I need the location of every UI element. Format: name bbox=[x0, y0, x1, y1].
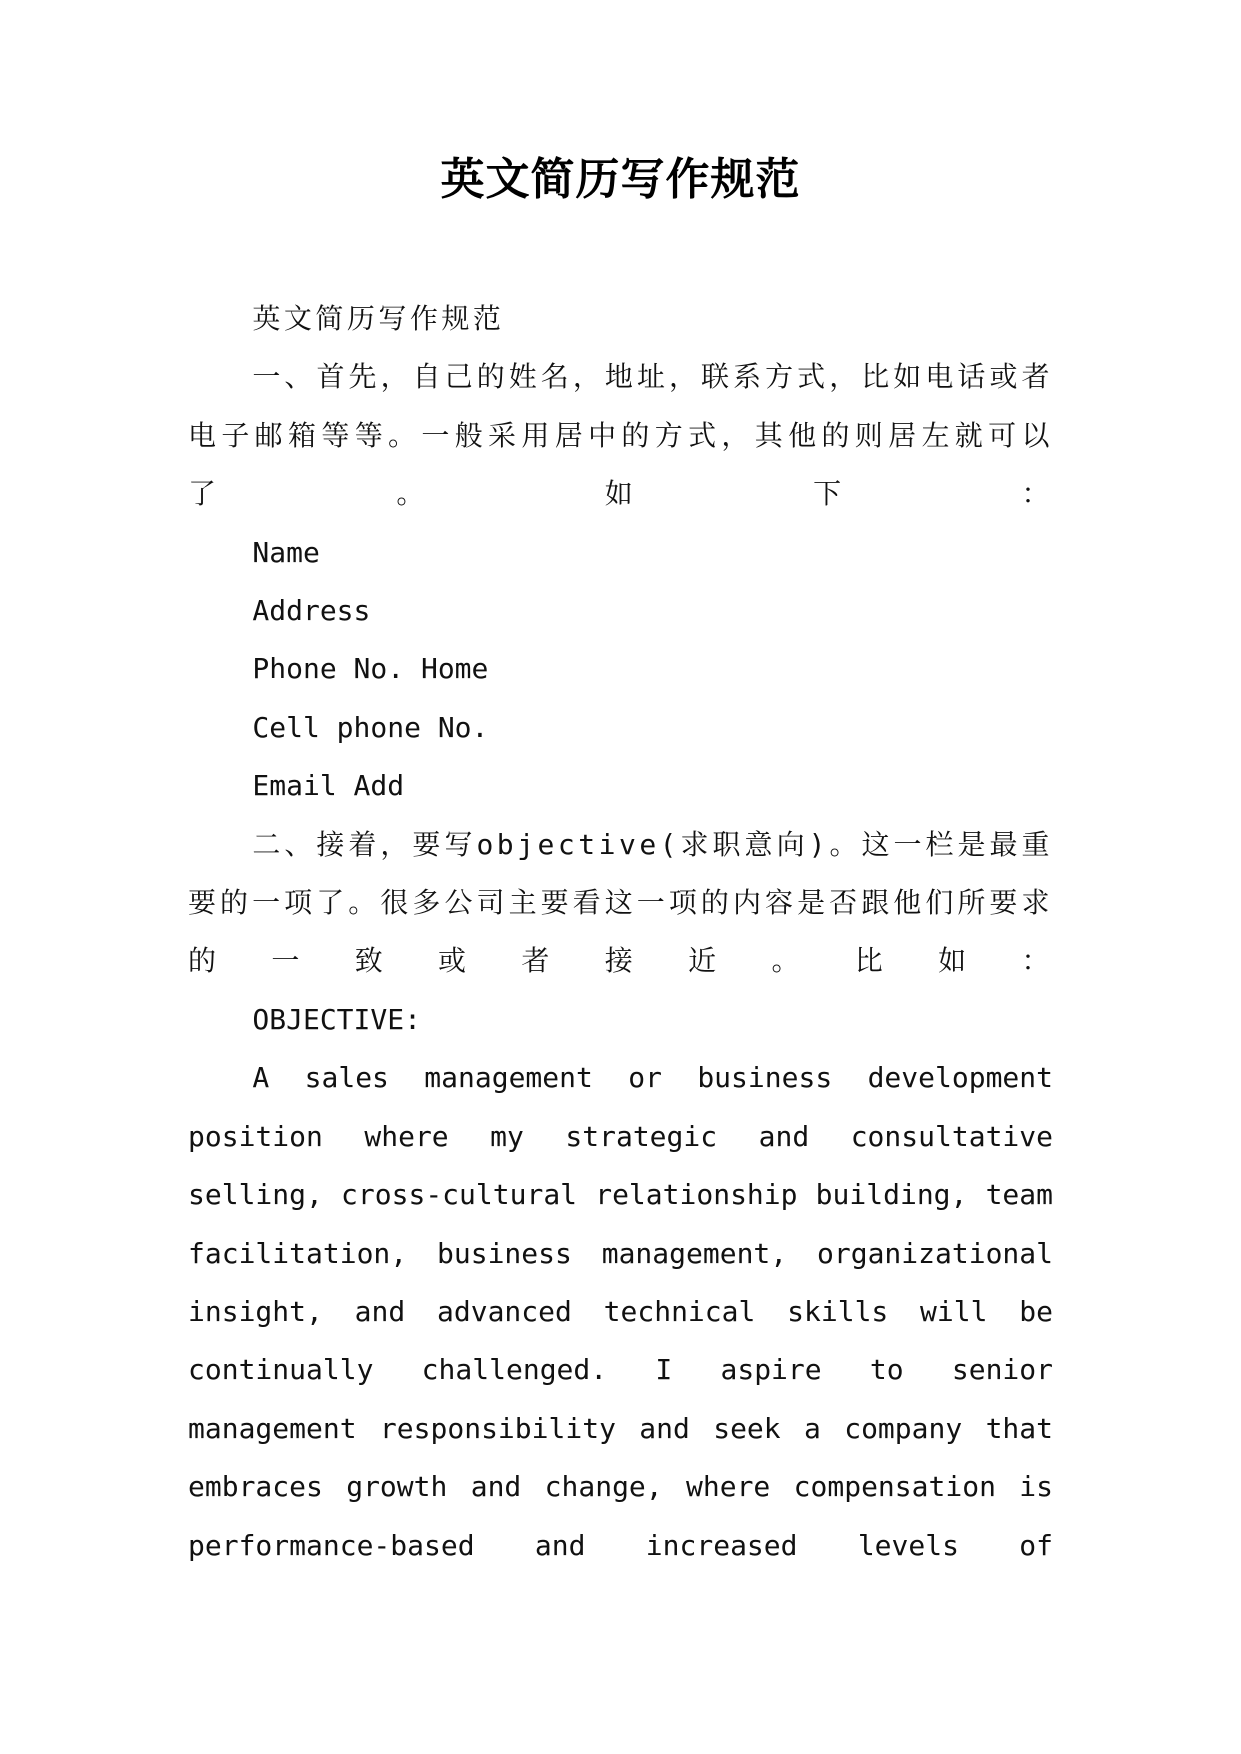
contact-line-address: Address bbox=[252, 594, 371, 628]
paragraph-objective-text: A sales management or business development position where my strategic and consultative selling, cross-cultural relationship building, team facilitation, business management, organizational insight, and advanced technical skills will be continually challenged. I aspire to senior management responsibility and seek a company that embraces growth and change, where compensation is performance-based and increased levels of bbox=[188, 1061, 1053, 1562]
contact-line-email: Email Add bbox=[252, 769, 405, 803]
contact-line-name: Name bbox=[252, 535, 320, 569]
contact-line-cell: Cell phone No. bbox=[252, 710, 489, 744]
contact-line-phone: Phone No. Home bbox=[252, 652, 489, 686]
paragraph-objective-intro: 二、接着，要写objective(求职意向)。这一栏是最重要的一项了。很多公司主要看这一项的内容是否跟他们所要求的一致或者接近。比如： bbox=[188, 827, 1053, 978]
document-body bbox=[188, 290, 1053, 1575]
objective-label: OBJECTIVE: bbox=[252, 1002, 421, 1036]
paragraph-contact-intro: 一、首先，自己的姓名，地址，联系方式，比如电话或者电子邮箱等等。一般采用居中的方式，其他的则居左就可以了。如下： bbox=[188, 360, 1053, 511]
document-title: 英文简历写作规范 bbox=[440, 154, 801, 205]
paragraph-heading: 英文简历写作规范 bbox=[252, 302, 505, 335]
